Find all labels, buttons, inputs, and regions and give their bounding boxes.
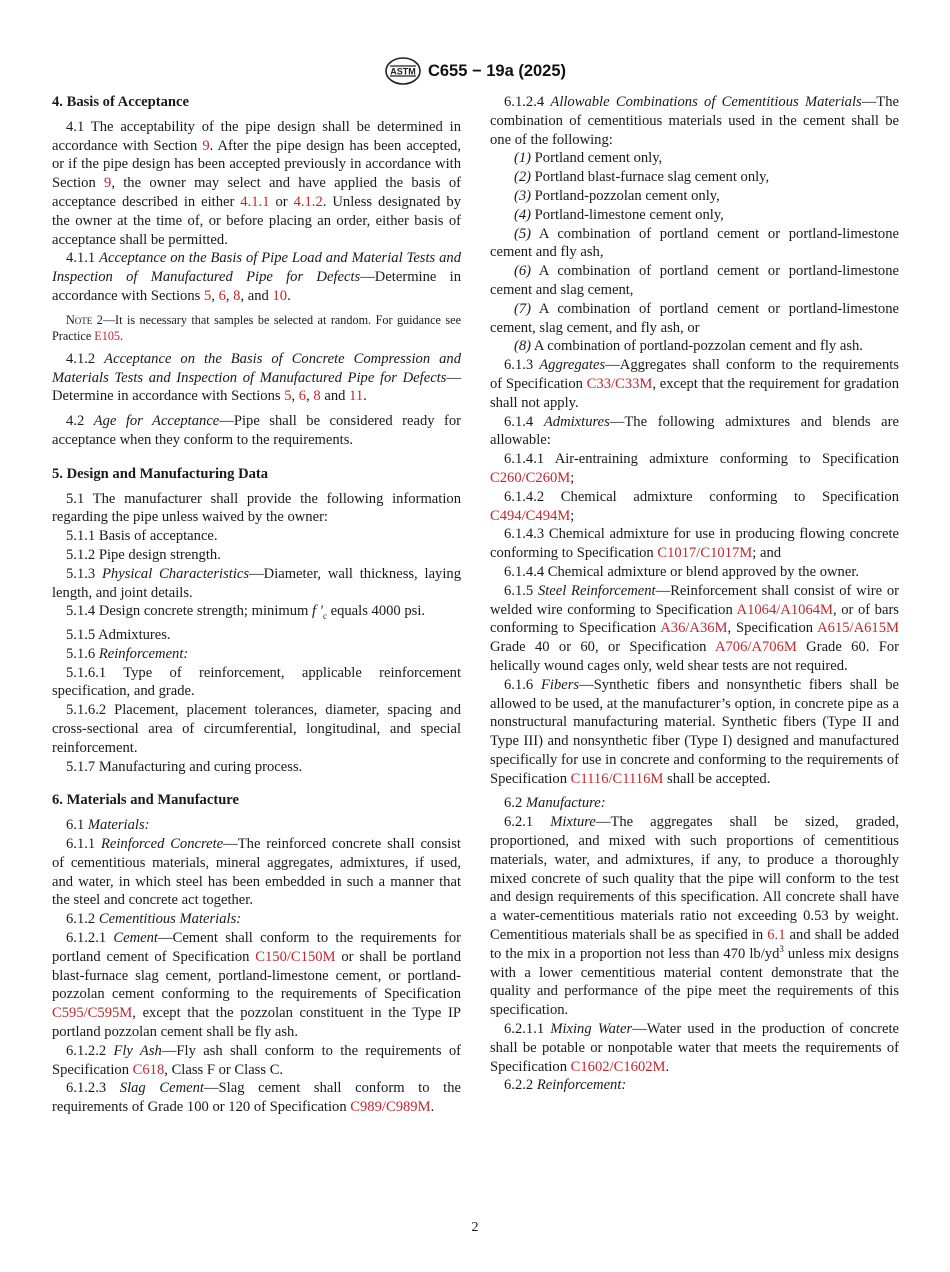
para-6-1-5: 6.1.5 Steel Reinforcement—Reinforcement shall consist of wire or welded wire conforming to Specification A1064/A1064M, or of bars conforming to Specification A36/A36M, Specification A615/A615M Grade 40 or 60, or Specification A706/A706M Grade 60. For helically wound cages only, weld shear tests are not required.	[490, 582, 899, 674]
link-section-6[interactable]: 6	[218, 287, 226, 304]
list-item: (5) A combination of portland cement or portland-limestone cement and fly ash,	[490, 225, 899, 261]
link-section-8[interactable]: 8	[313, 388, 321, 405]
para-6-1-4-4: 6.1.4.4 Chemical admixture or blend approved by the owner.	[504, 563, 860, 580]
list-item: (7) A combination of portland cement or portland-limestone cement, slag cement, and fly ash, or	[490, 300, 899, 336]
section-heading-5: 5. Design and Manufacturing Data	[52, 465, 269, 482]
para-6-1-4: 6.1.4 Admixtures—The following admixtures and blends are allowable:	[490, 413, 899, 449]
para-5-1-6-1: 5.1.6.1 Type of reinforcement, applicable reinforcement specification, and grade.	[52, 664, 461, 700]
link-a706[interactable]: A706/A706M	[714, 639, 797, 656]
link-c1017[interactable]: C1017/C1017M	[657, 545, 753, 562]
link-section-9[interactable]: 9	[104, 175, 112, 192]
page-number: 2	[471, 1220, 479, 1235]
para-6-1-4-1: 6.1.4.1 Air-entraining admixture conforming to Specification C260/C260M;	[490, 451, 899, 486]
para-6-1-2-1: 6.1.2.1 Cement—Cement shall conform to the requirements for portland cement of Specification C150/C150M or shall be portland blast-furnace slag cement, portland-limestone cement, or portland-pozzolan cement conforming to the requirements of Specification C595/C595M, except that the pozzolan constituent in the Type IP portland pozzolan cement shall be fly ash.	[52, 929, 461, 1040]
list-item: (4) Portland-limestone cement only,	[514, 206, 724, 223]
link-a615[interactable]: A615/A615M	[817, 620, 899, 637]
link-c260[interactable]: C260/C260M	[490, 469, 571, 486]
link-section-10[interactable]: 10	[272, 287, 288, 304]
para-4-1-2: 4.1.2 Acceptance on the Basis of Concrete Compression and Materials Tests and Inspection of Manufactured Pipe for Defects—Determine in accordance with Sections 5, 6, 8 and 11.	[52, 350, 461, 405]
para-6-1: 6.1 Materials:	[66, 817, 150, 834]
link-section-8[interactable]: 8	[233, 287, 241, 304]
para-6-1-2-2: 6.1.2.2 Fly Ash—Fly ash shall conform to the requirements of Specification C618, Class F or Class C.	[52, 1042, 461, 1078]
para-5-1-7: 5.1.7 Manufacturing and curing process.	[66, 758, 303, 775]
list-item: (2) Portland blast-furnace slag cement only,	[514, 169, 770, 186]
para-6-1-2-3: 6.1.2.3 Slag Cement—Slag cement shall conform to the requirements of Grade 100 or 120 of Specification C989/C989M.	[52, 1080, 461, 1116]
astm-logo-icon	[384, 56, 422, 86]
svg-text:ASTM: ASTM	[390, 66, 416, 77]
para-6-2-1-1: 6.2.1.1 Mixing Water—Water used in the production of concrete shall be potable or nonpotable water that meets the requirements of Specification C1602/C1602M.	[490, 1021, 900, 1075]
link-c494[interactable]: C494/C494M	[490, 507, 571, 524]
para-5-1-4: 5.1.4 Design concrete strength; minimum f $'_c$ equals 4000 psi.	[66, 603, 426, 622]
para-6-1-4-2: 6.1.4.2 Chemical admixture conforming to Specification C494/C494M;	[490, 488, 899, 524]
note-2: Note 2—It is necessary that samples be selected at random. For guidance see Practice E105.	[52, 312, 461, 344]
para-6-1-2: 6.1.2 Cementitious Materials:	[66, 911, 242, 928]
left-column	[52, 93, 461, 1117]
para-5-1-1: 5.1.1 Basis of acceptance.	[66, 528, 218, 545]
link-c989[interactable]: C989/C989M	[350, 1099, 431, 1116]
section-heading-4: 4. Basis of Acceptance	[52, 94, 190, 110]
para-6-2-1: 6.2.1 Mixture—The aggregates shall be sized, graded, proportioned, and mixed with such proportions of cementitious materials, water, and admixtures, if any, to produce a thoroughly mixed concrete of such quality that the pipe will conform to the test and design requirements of this specification. All concrete shall have a water-cementitious materials ratio not exceeding 0.53 by weight. Cementitious materials shall be as specified in 6.1 and shall be added to the mix in a proportion not less than 470 $lb/yd^3$ unless mix designs with a lower cementitious material content demonstrate that the quality and performance of the pipe meet the requirements of this specification.	[490, 814, 899, 1019]
para-5-1: 5.1 The manufacturer shall provide the following information regarding the pipe unless waived by the owner:	[52, 490, 461, 526]
para-5-1-5: 5.1.5 Admixtures.	[66, 627, 171, 644]
link-c595[interactable]: C595/C595M	[52, 1005, 133, 1022]
link-section-6[interactable]: 6	[298, 388, 307, 405]
link-4-1-2[interactable]: 4.1.2	[293, 193, 323, 210]
link-c1116[interactable]: C1116/C1116M	[570, 770, 664, 787]
link-a36[interactable]: A36/A36M	[660, 620, 728, 637]
link-c618[interactable]: C618	[132, 1061, 165, 1078]
link-section-5[interactable]: 5	[203, 287, 212, 304]
para-6-2-2: 6.2.2 Reinforcement:	[504, 1077, 627, 1094]
list-item: (8) A combination of portland-pozzolan cement and fly ash.	[514, 338, 863, 355]
standard-designation: C655 − 19a (2025)	[427, 61, 567, 80]
para-4-2: 4.2 Age for Acceptance—Pipe shall be considered ready for acceptance when they conform to the requirements.	[52, 413, 462, 448]
para-6-1-6: 6.1.6 Fibers—Synthetic fibers and nonsynthetic fibers shall be allowed to be used, at the manufacturer’s option, in concrete pipe as a nonstructural manufacturing material. Synthetic fibers (Type II and Type III) and nonsynthetic fiber (Type I) designed and manufactured specifically for use in concrete and conforming to the requirements of Specification C1116/C1116M shall be accepted.	[490, 676, 899, 787]
para-4-1: 4.1 The acceptability of the pipe design shall be determined in accordance with Section 9. After the pipe design has been accepted, or if the pipe design has been accepted previously in accordance with Section 9, the owner may select and have applied the basis of acceptance described in either 4.1.1 or 4.1.2. Unless designated by the owner at the time of, or before placing an order, either basis of acceptance shall be permitted.	[52, 118, 462, 248]
link-6-1[interactable]: 6.1	[767, 927, 786, 944]
para-6-1-3: 6.1.3 Aggregates—Aggregates shall conform to the requirements of Specification C33/C33M, except that the requirement for gradation shall not apply.	[490, 357, 899, 411]
para-5-1-6-2: 5.1.6.2 Placement, placement tolerances, diameter, spacing and cross-sectional area of circumferential, longitudinal, and special reinforcement.	[52, 702, 461, 756]
link-c33[interactable]: C33/C33M	[586, 375, 653, 392]
link-section-9[interactable]: 9	[202, 137, 210, 154]
list-item: (6) A combination of portland cement or portland-limestone cement and slag cement,	[490, 263, 899, 298]
para-6-1-4-3: 6.1.4.3 Chemical admixture for use in producing flowing concrete conforming to Specification C1017/C1017M; and	[490, 526, 899, 562]
para-6-1-2-4: 6.1.2.4 Allowable Combinations of Cementitious Materials—The combination of cementitious materials used in the cement shall be one of the following:	[490, 94, 899, 148]
link-a1064[interactable]: A1064/A1064M	[736, 601, 834, 618]
para-4-1-1: 4.1.1 Acceptance on the Basis of Pipe Load and Material Tests and Inspection of Manufactured Pipe for Defects—Determine in accordance with Sections 5, 6, 8, and 10.	[52, 250, 461, 304]
link-4-1-1[interactable]: 4.1.1	[240, 193, 270, 210]
link-c1602[interactable]: C1602/C1602M	[570, 1058, 666, 1075]
para-5-1-2: 5.1.2 Pipe design strength.	[66, 546, 221, 563]
page-header	[0, 54, 950, 88]
right-column	[490, 93, 899, 1095]
link-c150[interactable]: C150/C150M	[255, 948, 336, 965]
list-item: (1) Portland cement only,	[514, 150, 663, 167]
para-6-2: 6.2 Manufacture:	[504, 795, 606, 812]
list-item: (3) Portland-pozzolan cement only,	[514, 187, 720, 204]
para-5-1-6: 5.1.6 Reinforcement:	[66, 645, 189, 662]
para-5-1-3: 5.1.3 Physical Characteristics—Diameter, wall thickness, laying length, and joint details.	[52, 565, 461, 601]
link-section-11[interactable]: 11	[349, 388, 364, 405]
link-section-5[interactable]: 5	[284, 388, 292, 405]
link-e105[interactable]: E105	[94, 329, 121, 344]
para-6-1-1: 6.1.1 Reinforced Concrete—The reinforced concrete shall consist of cementitious materials, mineral aggregates, admixtures, if used, and water, in which steel has been embedded in such a manner that the steel and concrete act together.	[52, 836, 461, 909]
section-heading-6: 6. Materials and Manufacture	[52, 792, 239, 809]
